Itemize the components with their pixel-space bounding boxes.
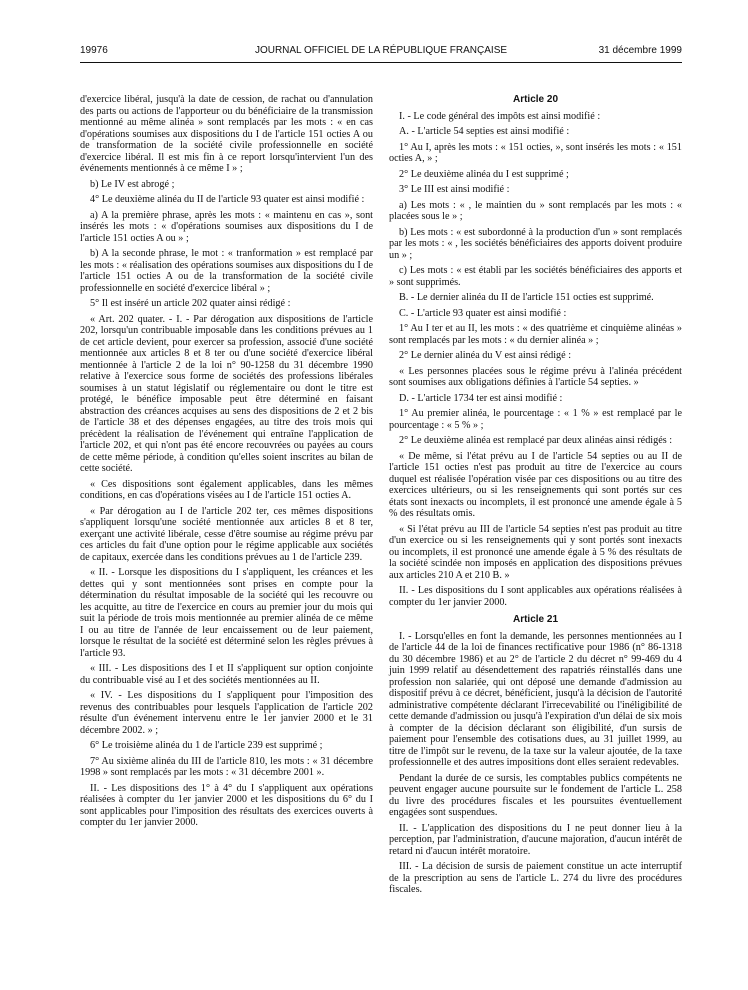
paragraph: 4° Le deuxième alinéa du II de l'article 93 quater est ainsi modifié : bbox=[90, 194, 365, 205]
article-20-heading: Article 20 bbox=[512, 94, 559, 105]
paragraph: « Si l'état prévu au III de l'article 54 septies n'est pas produit au titre d'un exercice ou si les renseignements qui y sont portés sont inexacts ou incomplets, il est prononcé une amende égale à 5 % des résultats de la société scindée non imposés en application des dispositions prévues aux articles 210 A et 210 B. » bbox=[389, 523, 682, 581]
paragraph: 2° Le dernier alinéa du V est ainsi rédigé : bbox=[399, 350, 572, 361]
paragraph: c) Les mots : « est établi par les sociétés bénéficiaires des apports et » sont supprimés. bbox=[389, 265, 682, 288]
paragraph: « Les personnes placées sous le régime prévu à l'alinéa précédent sont soumises aux obligations définies à l'article 54 septies. » bbox=[389, 365, 682, 388]
paragraph: I. - Lorsqu'elles en font la demande, les personnes mentionnées au I de l'article 44 de la loi de finances rectificative pour 1986 (n° 86-1318 du 30 décembre 1986) et au 2° de l'article 2 du décret n° 99-469 du 4 juin 1999 relatif au désendettement des rapatriés réinstallés dans une profession non salariée, qui ont déposé une demande d'admission au dispositif prévu à ce décret, bénéficient, jusqu'à la décision de l'autorité administrative compétente déclarant l'irrecevabilité ou l'inéligibilité de cette demande d'admission ou jusqu'à l'expiration d'un délai de six mois à compter de la décision déclarant son éligibilité, d'un sursis de paiement pour l'ensemble des cotisations dues, au 31 juillet 1999, au titre de l'impôt sur le revenu, de la taxe sur la valeur ajoutée, de la taxe professionnelle et des autres impositions dont elles seraient redevables. bbox=[389, 630, 682, 768]
paragraph: II. - Les dispositions du I sont applicables aux opérations réalisées à compter du 1er janvier 2000. bbox=[389, 585, 682, 608]
left-column bbox=[80, 94, 373, 833]
paragraph: II. - L'application des dispositions du I ne peut donner lieu à la perception, par l'administration, d'aucune majoration, d'aucun intérêt de retard ni d'aucun intérêt moratoire. bbox=[389, 822, 682, 857]
paragraph: 5° Il est inséré un article 202 quater ainsi rédigé : bbox=[90, 298, 291, 309]
paragraph: 6° Le troisième alinéa du 1 de l'article 239 est supprimé ; bbox=[90, 740, 323, 751]
paragraph: 1° Au I, après les mots : « 151 octies, », sont insérés les mots : « 151 octies A, » ; bbox=[389, 141, 682, 164]
paragraph: « Ces dispositions sont également applicables, dans les mêmes conditions, en cas d'opérations visées au I de l'article 151 octies A. bbox=[80, 478, 373, 501]
publication-date: 31 décembre 1999 bbox=[598, 45, 682, 56]
paragraph: b) Le IV est abrogé ; bbox=[90, 178, 175, 190]
paragraph: B. - Le dernier alinéa du II de l'article 151 octies est supprimé. bbox=[399, 292, 654, 303]
paragraph: a) Les mots : « , le maintien du » sont remplacés par les mots : « placées sous le » ; bbox=[389, 199, 682, 222]
paragraph: d'exercice libéral, jusqu'à la date de cession, de rachat ou d'annulation des parts ou actions de l'apporteur ou du bénéficiaire de la transmission mentionné au même alinéa » sont remplacés par les mots : « en cas d'opérations soumises aux dispositions du I de l'article 151 octies A ou de transformation de la société civile professionnelle en société d'exercice libéral. Il est mis fin à ce report lorsqu'intervient l'un des événements mentionnés à ce même I » ; bbox=[80, 94, 373, 174]
header-rule bbox=[80, 62, 682, 63]
paragraph: « De même, si l'état prévu au I de l'article 54 septies ou au II de l'article 151 octies n'est pas produit au titre de l'exercice au cours duquel est réalisée l'opération visée par ces dispositions ou au titre des exercices ultérieurs, ou si les renseignements qui sont portés sur ces états sont inexacts ou incomplets, il est prononcé une amende égale à 5 % des résultats omis. bbox=[389, 450, 682, 519]
paragraph: 2° Le deuxième alinéa est remplacé par deux alinéas ainsi rédigés : bbox=[399, 435, 673, 446]
paragraph: « Par dérogation au I de l'article 202 ter, ces mêmes dispositions s'appliquent lorsqu'une société mentionnée aux articles 8 et 8 ter, exerçant une activité libérale, cesse d'être soumise au régime prévu par ces articles du fait d'une option pour le régime applicable aux sociétés de capitaux, exercée dans les conditions prévues au 1 de l'article 239. bbox=[80, 505, 373, 563]
paragraph: « IV. - Les dispositions du I s'appliquent pour l'imposition des revenus des contribuables pour lesquels l'application de l'article 202 résulte d'un événement intervenu entre le 1er janvier 2000 et le 31 décembre 2002. » ; bbox=[80, 690, 373, 736]
paragraph: C. - L'article 93 quater est ainsi modifié : bbox=[399, 307, 567, 319]
paragraph: a) A la première phrase, après les mots : « maintenu en cas », sont insérés les mots : « d'opérations soumises aux dispositions du I de l'article 151 octies A ou » ; bbox=[80, 209, 373, 244]
paragraph: « III. - Les dispositions des I et II s'appliquent sur option conjointe du contribuable visé au I et des sociétés mentionnées au II. bbox=[80, 663, 373, 686]
paragraph: Pendant la durée de ce sursis, les comptables publics compétents ne peuvent engager aucune poursuite sur le fondement de l'article L. 258 du livre des procédures fiscales et les poursuites éventuellement engagées sont suspendues. bbox=[389, 772, 682, 818]
paragraph: A. - L'article 54 septies est ainsi modifié : bbox=[399, 126, 570, 137]
page-number: 19976 bbox=[80, 45, 108, 56]
article-21-heading: Article 21 bbox=[512, 614, 559, 625]
paragraph: I. - Le code général des impôts est ainsi modifié : bbox=[399, 110, 601, 122]
right-column bbox=[389, 94, 682, 900]
paragraph: 2° Le deuxième alinéa du I est supprimé ; bbox=[399, 168, 569, 180]
paragraph: b) Les mots : « est subordonné à la production d'un » sont remplacés par les mots : « , les sociétés bénéficiaires des apports doivent produire un » ; bbox=[389, 226, 682, 261]
paragraph: 7° Au sixième alinéa du III de l'article 810, les mots : « 31 décembre 1998 » sont remplacés par les mots : « 31 décembre 2001 ». bbox=[80, 755, 373, 778]
page-header bbox=[80, 45, 682, 61]
journal-title: JOURNAL OFFICIEL DE LA RÉPUBLIQUE FRANÇAISE bbox=[254, 45, 508, 56]
paragraph: 1° Au I ter et au II, les mots : « des quatrième et cinquième alinéas » sont remplacés par les mots : « du dernier alinéa » ; bbox=[389, 323, 682, 346]
paragraph: III. - La décision de sursis de paiement constitue un acte interruptif de la prescription au sens de l'article L. 274 du livre des procédures fiscales. bbox=[389, 861, 682, 895]
paragraph: 3° Le III est ainsi modifié : bbox=[399, 184, 510, 195]
paragraph: D. - L'article 1734 ter est ainsi modifié : bbox=[399, 392, 563, 404]
paragraph: b) A la seconde phrase, le mot : « tranformation » est remplacé par les mots : « réalisation des opérations soumises aux dispositions du I de l'article 151 octies A ou de la transformation de la société civile professionnelle en société d'exercice libéral » ; bbox=[80, 248, 373, 294]
paragraph: II. - Les dispositions des 1° à 4° du I s'appliquent aux opérations réalisées à compter du 1er janvier 2000 et les dispositions du 6° du I sont applicables pour l'imposition des résultats des exercices ouverts à compter du 1er janvier 2000. bbox=[80, 782, 373, 828]
paragraph: « Art. 202 quater. - I. - Par dérogation aux dispositions de l'article 202, lorsqu'un contribuable imposable dans les conditions prévues au 1 de cet article devient, pour exercer sa profession, associé d'une société mentionnée aux articles 8 et 8 ter ou d'une société d'exercice libéral mentionnée à l'article 2 de la loi n° 90-1258 du 31 décembre 1990 relative à l'exercice sous forme de sociétés des professions libérales soumises à un statut législatif ou réglementaire ou dont le titre est protégé, le bénéfice imposable peut être déterminé en faisant abstraction des créances acquises au sens des dispositions de 2 et 2 bis de l'article 38 et des dépenses engagées, au titre des trois mois qui précèdent la réalisation de l'événement qui entraîne l'application de l'article 202, et qui n'ont pas été encore recouvrées ou payées au cours de cette même période, à condition qu'elles soient inscrites au bilan de cette société. bbox=[80, 313, 373, 474]
paragraph: « II. - Lorsque les dispositions du I s'appliquent, les créances et les dettes qui y sont mentionnées sont prises en compte pour la détermination du résultat imposable de la société qui les recouvre ou les acquitte, au titre de l'exercice en cours au premier jour du mois qui suit la période de trois mois mentionnée au premier alinéa de ce même I ou au titre de l'année de leur encaissement ou de leur paiement, lorsque le résultat de la société est déterminé selon les règles prévues à l'article 93. bbox=[80, 567, 373, 659]
paragraph: 1° Au premier alinéa, le pourcentage : « 1 % » est remplacé par le pourcentage : « 5 % » ; bbox=[389, 408, 682, 431]
